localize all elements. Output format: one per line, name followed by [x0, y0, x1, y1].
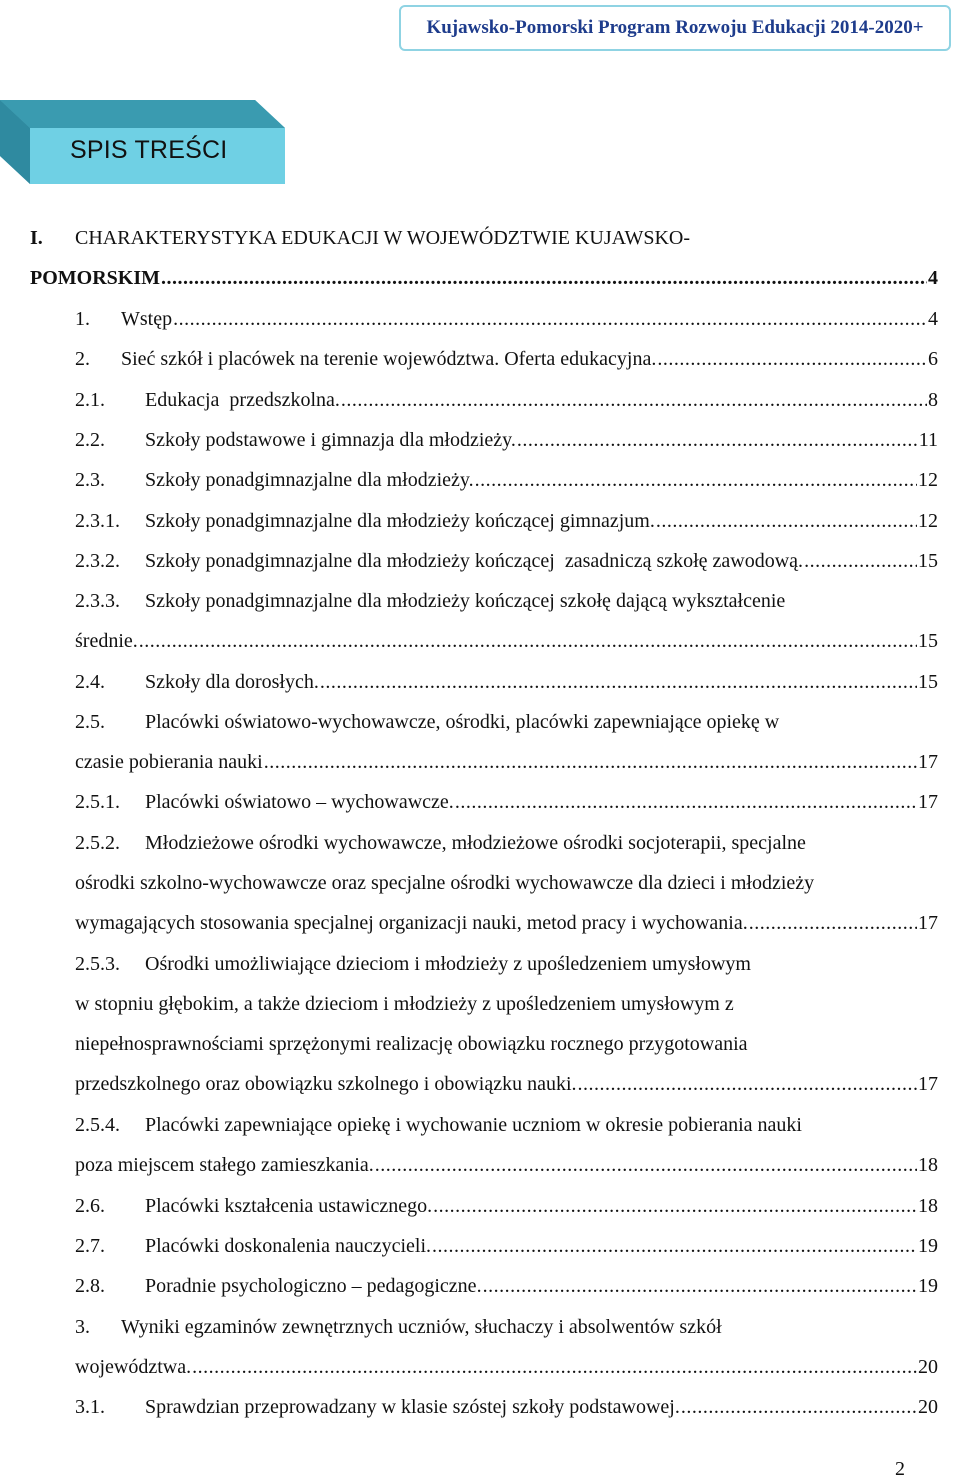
toc-entry-number: 2.2. — [75, 429, 105, 451]
toc-page-number: 4 — [928, 308, 938, 330]
toc-page-number: 17 — [918, 1073, 938, 1095]
toc-page-number: 6 — [928, 348, 938, 370]
toc-entry-2-2[interactable] — [75, 424, 938, 456]
toc-entry-2-6[interactable] — [75, 1190, 938, 1222]
toc-entry-number: 2.5.3. — [75, 953, 120, 975]
toc-entry-number: 3. — [75, 1316, 90, 1338]
toc-entry-number: 2.1. — [75, 389, 105, 411]
toc-page-number: 17 — [918, 791, 938, 813]
toc-entry-text: Sprawdzian przeprowadzany w klasie szóstej szkoły podstawowej. — [145, 1396, 680, 1418]
toc-page-number: 12 — [918, 469, 938, 491]
toc-entry-text: Sieć szkół i placówek na terenie województwa. Oferta edukacyjna. — [121, 348, 657, 370]
toc-entry-2-3-2[interactable] — [75, 545, 938, 577]
toc-entry-2-5-2[interactable] — [75, 907, 938, 939]
toc-entry-text-line1: Wyniki egzaminów zewnętrznych uczniów, słuchaczy i absolwentów szkół — [121, 1316, 722, 1338]
toc-chapter-title-line1: CHARAKTERYSTYKA EDUKACJI W WOJEWÓDZTWIE KUJAWSKO- — [75, 227, 691, 249]
toc-page-number: 15 — [918, 550, 938, 572]
toc-entry-2-3[interactable] — [75, 464, 938, 496]
toc-entry-text-line2: poza miejscem stałego zamieszkania. — [75, 1154, 374, 1176]
toc-entry-number: 1. — [75, 308, 90, 330]
toc-entry-text-line3: niepełnosprawnościami sprzężonymi realizację obowiązku rocznego przygotowania — [75, 1033, 748, 1055]
toc-entry-2[interactable] — [75, 343, 938, 375]
toc-entry-number: 2.5.2. — [75, 832, 120, 854]
toc-entry-text: Szkoły dla dorosłych. — [145, 671, 319, 693]
toc-page-number: 4 — [928, 267, 938, 289]
toc-entry-number: 2.3.1. — [75, 510, 120, 532]
toc-entry-number: 2.4. — [75, 671, 105, 693]
toc-entry-text: Szkoły podstawowe i gimnazja dla młodzieży. — [145, 429, 516, 451]
toc-entry-2-7[interactable] — [75, 1230, 938, 1262]
toc-entry-2-3-1[interactable] — [75, 505, 938, 537]
toc-entry-text-line2: ośrodki szkolno-wychowawcze oraz specjalne ośrodki wychowawcze dla dzieci i młodzieży — [75, 872, 815, 894]
toc-entry-number: 3.1. — [75, 1396, 105, 1418]
page-number: 2 — [895, 1458, 905, 1480]
toc-entry-number: 2.8. — [75, 1275, 105, 1297]
toc-page-number: 18 — [918, 1195, 938, 1217]
toc-entry-2-5[interactable] — [75, 746, 938, 778]
toc-entry-text-line1: Młodzieżowe ośrodki wychowawcze, młodzieżowe ośrodki socjoterapii, specjalne — [145, 832, 806, 854]
header-title: Kujawsko-Pomorski Program Rozwoju Edukacji 2014-2020+ — [426, 17, 924, 38]
toc-entry-number: 2.7. — [75, 1235, 105, 1257]
toc-entry-2-5-1[interactable] — [75, 786, 938, 818]
toc-entry-text-line3: wymagających stosowania specjalnej organizacji nauki, metod pracy i wychowania. — [75, 912, 748, 934]
toc-title: SPIS TREŚCI — [70, 136, 228, 164]
toc-page-number: 15 — [918, 630, 938, 652]
toc-entry-2-1[interactable] — [75, 384, 938, 416]
document-header — [399, 5, 951, 51]
toc-entry-text: Placówki kształcenia ustawicznego. — [145, 1195, 433, 1217]
toc-page-number: 18 — [918, 1154, 938, 1176]
toc-entry-number: 2.5. — [75, 711, 105, 733]
toc-page-number: 12 — [918, 510, 938, 532]
toc-page-number: 11 — [918, 429, 938, 451]
toc-entry-text-line2: czasie pobierania nauki — [75, 751, 263, 773]
toc-entry-number: 2.3.2. — [75, 550, 120, 572]
toc-entry-text: Szkoły ponadgimnazjalne dla młodzieży kończącej zasadniczą szkołę zawodową. — [145, 550, 804, 572]
toc-entry-text: Placówki doskonalenia nauczycieli. — [145, 1235, 432, 1257]
toc-entry-2-5-4[interactable] — [75, 1149, 938, 1181]
toc-entry-text: Poradnie psychologiczno – pedagogiczne. — [145, 1275, 482, 1297]
toc-entry-text-line1: Szkoły ponadgimnazjalne dla młodzieży kończącej szkołę dającą wykształcenie — [145, 590, 786, 612]
toc-page-number: 8 — [928, 389, 938, 411]
toc-entry-text-line1: Placówki oświatowo-wychowawcze, ośrodki, placówki zapewniające opiekę w — [145, 711, 780, 733]
toc-entry-text-line2: średnie. — [75, 630, 138, 652]
toc-page-number: 17 — [918, 751, 938, 773]
toc-entry-2-4[interactable] — [75, 666, 938, 698]
toc-entry-1[interactable] — [75, 303, 938, 335]
toc-entry-text: Wstęp — [121, 308, 173, 330]
toc-page-number: 20 — [918, 1396, 938, 1418]
toc-entry-chapter-1[interactable] — [30, 262, 938, 294]
toc-entry-3[interactable] — [75, 1351, 938, 1383]
toc-entry-text-line1: Placówki zapewniające opiekę i wychowanie uczniom w okresie pobierania nauki — [145, 1114, 802, 1136]
toc-page-number: 20 — [918, 1356, 938, 1378]
toc-entry-number: 2.6. — [75, 1195, 105, 1217]
toc-entry-text-line1: Ośrodki umożliwiające dzieciom i młodzieży z upośledzeniem umysłowym — [145, 953, 751, 975]
toc-entry-number: 2. — [75, 348, 90, 370]
toc-entry-text: Edukacja przedszkolna. — [145, 389, 340, 411]
toc-page-number: 19 — [918, 1275, 938, 1297]
toc-chapter-title-line2: POMORSKIM — [30, 267, 160, 289]
toc-entry-text: Szkoły ponadgimnazjalne dla młodzieży. — [145, 469, 474, 491]
toc-entry-2-3-3[interactable] — [75, 625, 938, 657]
toc-chapter-number: I. — [30, 227, 43, 249]
toc-entry-text-line2: województwa. — [75, 1356, 192, 1378]
toc-entry-number: 2.5.1. — [75, 791, 120, 813]
toc-entry-number: 2.3.3. — [75, 590, 120, 612]
toc-entry-2-5-3[interactable] — [75, 1068, 938, 1100]
toc-page-number: 17 — [918, 912, 938, 934]
toc-page-number: 15 — [918, 671, 938, 693]
toc-entry-text: Placówki oświatowo – wychowawcze. — [145, 791, 454, 813]
toc-entry-2-8[interactable] — [75, 1270, 938, 1302]
toc-entry-number: 2.3. — [75, 469, 105, 491]
toc-entry-text-line4: przedszkolnego oraz obowiązku szkolnego i obowiązku nauki. — [75, 1073, 577, 1095]
toc-page-number: 19 — [918, 1235, 938, 1257]
toc-entry-number: 2.5.4. — [75, 1114, 120, 1136]
toc-entry-text: Szkoły ponadgimnazjalne dla młodzieży kończącej gimnazjum. — [145, 510, 655, 532]
toc-entry-text-line2: w stopniu głębokim, a także dzieciom i młodzieży z upośledzeniem umysłowym z — [75, 993, 734, 1015]
toc-entry-3-1[interactable] — [75, 1391, 938, 1423]
